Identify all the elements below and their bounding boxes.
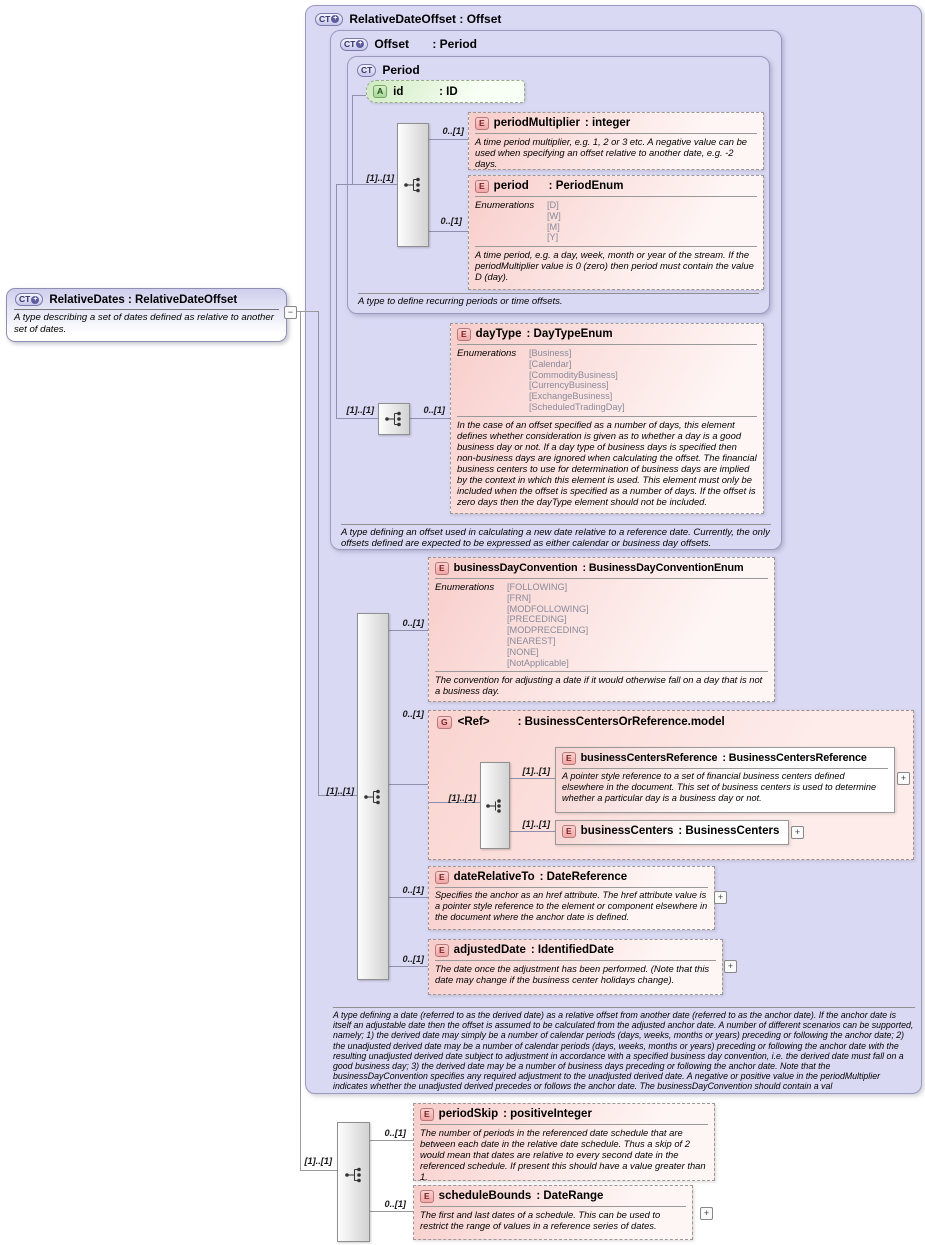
- expand-button[interactable]: +: [714, 891, 727, 904]
- element-type: : BusinessCenters: [678, 825, 780, 837]
- period-header: [348, 57, 769, 79]
- element-type: : IdentifiedDate: [530, 944, 614, 956]
- connector-line: [368, 1211, 413, 1212]
- attribute-id[interactable]: [366, 80, 525, 103]
- element-icon: E: [420, 1190, 434, 1203]
- enum-value: [NEAREST]: [507, 635, 556, 646]
- element-name: scheduleBounds: [438, 1190, 532, 1202]
- element-description: The number of periods in the referenced date schedule that are between each date in the relative date schedule. Thus a skip of 2 would mean that dates are relative to every second date in the referenced schedule. If present this should have a value greater than 1.: [420, 1127, 706, 1182]
- connector-line: [508, 778, 555, 779]
- connector-line: [387, 966, 428, 967]
- sequence-icon: [384, 410, 404, 428]
- connector-line: [352, 95, 353, 184]
- offset-header: [331, 31, 781, 53]
- enum-value: [Business]: [529, 348, 572, 358]
- offset-annotation: A type defining an offset used in calculating a new date relative to a reference date. Currently, the only offsets defined are expected to be expressed as either calendar or business day offsets.: [341, 524, 771, 550]
- enum-value: [Calendar]: [529, 358, 572, 369]
- element-name: periodSkip: [438, 1108, 499, 1120]
- sequence-icon: [363, 788, 383, 806]
- element-type: : BusinessDayConventionEnum: [582, 562, 744, 574]
- enum-value: [ScheduledTradingDay]: [529, 401, 625, 412]
- element-period[interactable]: [468, 175, 764, 290]
- enum-value: [NotApplicable]: [507, 657, 569, 668]
- sequence-compositor[interactable]: [397, 123, 429, 247]
- element-description: In the case of an offset specified as a number of days, this element defines whether consideration is given as to whether a day is a good business day or not. If a day type of business days is specified then non-business days are ignored when calculating the offset. The financial business centers to use for determination of business days are implied by the context in which this element is used. This element must only be included when the offset is specified as a number of days. If the offset is zero days then the dayType element should not be included.: [457, 418, 757, 507]
- complextype-RelativeDates[interactable]: [6, 288, 287, 342]
- element-description: The convention for adjusting a date if it would otherwise fall on a day that is not a business day.: [435, 674, 763, 697]
- plus-icon: +: [33, 295, 38, 303]
- sequence-icon: [344, 1166, 364, 1184]
- attribute-name: id: [393, 85, 404, 98]
- cardinality-label: [1]..[1]: [346, 405, 374, 415]
- element-icon: E: [475, 117, 489, 130]
- cardinality-label: 0..[1]: [384, 1199, 406, 1209]
- connector-line: [387, 897, 428, 898]
- enum-value: [MODFOLLOWING]: [507, 603, 589, 614]
- cardinality-label: 0..[1]: [402, 618, 424, 628]
- complextype-icon: [340, 38, 368, 51]
- root-header: [7, 289, 286, 308]
- enum-value: [ExchangeBusiness]: [529, 391, 613, 402]
- element-type: : DateReference: [539, 871, 628, 883]
- element-type: : BusinessCentersReference: [722, 752, 867, 764]
- connector-line: [387, 630, 428, 631]
- cardinality-label: 0..[1]: [440, 216, 462, 226]
- cardinality-label: [1]..[1]: [522, 766, 550, 776]
- ct-badge-label: CT: [319, 13, 331, 24]
- group-name: <Ref>: [457, 716, 490, 728]
- cardinality-label: 0..[1]: [402, 954, 424, 964]
- connector-line: [336, 418, 378, 419]
- cardinality-label: [1]..[1]: [304, 1156, 332, 1166]
- element-name: dayType: [475, 328, 522, 340]
- expand-button[interactable]: +: [700, 1207, 713, 1220]
- element-description: A time period, e.g. a day, week, month or year of the stream. If the periodMultiplier value is 0 (zero) then period must contain the value D (day).: [475, 249, 754, 283]
- cardinality-label: [1]..[1]: [522, 819, 550, 829]
- root-title: RelativeDates : RelativeDateOffset: [49, 293, 238, 306]
- element-businessCenters[interactable]: [555, 820, 789, 845]
- element-icon: E: [435, 562, 449, 575]
- attribute-type: : ID: [439, 85, 458, 98]
- element-icon: E: [457, 328, 471, 341]
- plus-icon: +: [358, 40, 363, 47]
- enumerations: [429, 579, 774, 670]
- enum-value: [M]: [547, 221, 560, 232]
- enum-value: [CurrencyBusiness]: [529, 380, 609, 391]
- offset-name: Offset: [374, 37, 410, 51]
- element-type: : integer: [584, 117, 631, 129]
- enum-value: [W]: [547, 210, 561, 221]
- element-businessDayConvention[interactable]: [428, 557, 775, 702]
- element-description: The first and last dates of a schedule. This can be used to restrict the range of values in a reference series of dates.: [420, 1209, 661, 1231]
- element-type: : DateRange: [536, 1190, 604, 1202]
- enum-value: [FRN]: [507, 592, 531, 603]
- cardinality-label: [1]..[1]: [326, 786, 354, 796]
- enum-value: [Y]: [547, 232, 559, 243]
- expand-button[interactable]: +: [791, 826, 804, 839]
- enumerations-label: Enumerations: [475, 200, 535, 211]
- sequence-icon: [403, 176, 423, 194]
- enum-value: [NONE]: [507, 646, 539, 657]
- element-icon: E: [562, 752, 576, 765]
- cardinality-label: [1]..[1]: [366, 173, 394, 183]
- period-name: Period: [382, 63, 420, 77]
- enum-value: [D]: [547, 200, 559, 210]
- element-type: : positiveInteger: [503, 1108, 592, 1120]
- cardinality-label: [1]..[1]: [448, 793, 476, 803]
- element-name: adjustedDate: [453, 944, 526, 956]
- cardinality-label: 0..[1]: [384, 1128, 406, 1138]
- expand-button[interactable]: +: [724, 960, 737, 973]
- element-icon: E: [435, 871, 449, 884]
- attribute-icon: A: [373, 85, 387, 98]
- expand-button[interactable]: +: [897, 772, 910, 785]
- cardinality-label: 0..[1]: [442, 126, 464, 136]
- connector-line: [336, 184, 397, 185]
- element-name: businessCentersReference: [580, 752, 718, 764]
- connector-line: [408, 418, 450, 419]
- connector-line: [427, 139, 468, 140]
- element-scheduleBounds[interactable]: [413, 1185, 693, 1240]
- connector-line: [318, 311, 319, 795]
- choice-compositor[interactable]: [480, 762, 510, 849]
- enumerations-label: Enumerations: [457, 348, 517, 359]
- cardinality-label: 0..[1]: [402, 709, 424, 719]
- period-annotation: A type to define recurring periods or time offsets.: [358, 293, 759, 307]
- plus-icon: +: [333, 15, 338, 22]
- offset-type: : Period: [432, 37, 478, 51]
- element-icon: E: [435, 944, 449, 957]
- connector-line: [387, 784, 428, 785]
- connector-line: [300, 311, 301, 1170]
- enumerations-label: Enumerations: [435, 582, 495, 593]
- cardinality-label: 0..[1]: [423, 405, 445, 415]
- enum-value: [CommodityBusiness]: [529, 369, 618, 380]
- cardinality-label: 0..[1]: [402, 885, 424, 895]
- element-description: Specifies the anchor as an href attribute. The href attribute value is a pointer style reference to the element or component elsewhere in the document where the anchor date is defined.: [435, 890, 708, 922]
- ct-badge-label: CT: [361, 64, 373, 75]
- enumerations: [451, 345, 763, 415]
- connector-line: [300, 1170, 337, 1171]
- sequence-compositor[interactable]: [378, 403, 410, 435]
- ct-badge-label: CT: [19, 294, 31, 304]
- complextype-annotation: A type defining a date (referred to as the derived date) as a relative offset from another date (referred to as the anchor date). If the anchor date is itself an adjustable date then the offset is assumed to be calculated from the adjusted anchor date. A number of different scenarios can be supported, namely; 1) the derived date may simply be a number of calendar periods (days, weeks, months or years) preceding or following the anchor date; 2) the unadjusted derived date may be a number of calendar periods (days, weeks, months or years) preceding or following the anchor date with the resulting unadjusted derived date subject to adjustment in accordance with a specified business day convention, i.e. the derived date must fall on a good business day; 3) the derived date may be a number of business days preceding or following the anchor date. Note that the businessDayConvention specifies any required adjustment to the unadjusted derived date. A negative or positive value in the periodMultiplier indicates whether the unadjusted derived precedes or follows the anchor date. The businessDayConvention should contain a val: [333, 1007, 915, 1092]
- element-type: : DayTypeEnum: [526, 328, 613, 340]
- enum-value: [MODPRECEDING]: [507, 625, 589, 636]
- ct-badge-label: CT: [344, 38, 356, 49]
- element-periodSkip[interactable]: [413, 1103, 715, 1181]
- group-type: : BusinessCentersOrReference.model: [517, 716, 725, 728]
- complextype-title: RelativeDateOffset : Offset: [349, 12, 502, 26]
- element-description: A pointer style reference to a set of financial business centers defined elsewhere in the document. This set of business centers is used to determine whether a particular day is a business day or not.: [562, 771, 877, 803]
- element-description: The date once the adjustment has been performed. (Note that this date may change if the business center holidays change).: [435, 963, 710, 985]
- element-adjustedDate[interactable]: [428, 939, 723, 995]
- element-name: businessCenters: [580, 825, 674, 837]
- connector-line: [352, 95, 366, 96]
- complextype-header: [306, 6, 921, 28]
- root-description: A type describing a set of dates defined as relative to another set of dates.: [14, 309, 279, 339]
- connector-line: [336, 184, 337, 418]
- element-dayType[interactable]: [450, 323, 764, 514]
- group-icon: G: [437, 716, 452, 729]
- choice-icon: [485, 797, 505, 815]
- element-icon: E: [475, 180, 489, 193]
- sequence-compositor[interactable]: [357, 613, 389, 980]
- element-name: businessDayConvention: [453, 562, 578, 574]
- element-businessCentersReference[interactable]: [555, 747, 895, 813]
- enum-value: [PRECEDING]: [507, 614, 567, 625]
- element-description: A time period multiplier, e.g. 1, 2 or 3 etc. A negative value can be used when specifying an offset relative to another date, e.g. -2 days.: [475, 136, 748, 169]
- element-name: dateRelativeTo: [453, 871, 535, 883]
- complextype-icon: [357, 64, 376, 77]
- element-icon: E: [420, 1108, 434, 1121]
- collapse-button[interactable]: −: [284, 306, 297, 319]
- element-name: period: [493, 180, 529, 192]
- connector-line: [508, 831, 555, 832]
- element-type: : PeriodEnum: [548, 180, 624, 192]
- connector-line: [368, 1140, 413, 1141]
- complextype-icon: [15, 293, 43, 306]
- element-dateRelativeTo[interactable]: [428, 866, 715, 930]
- element-name: periodMultiplier: [493, 117, 580, 129]
- complextype-icon: [315, 13, 343, 26]
- element-periodMultiplier[interactable]: [468, 112, 764, 170]
- connector-line: [427, 231, 468, 232]
- sequence-compositor[interactable]: [337, 1122, 370, 1242]
- enumerations: [469, 197, 763, 245]
- enum-value: [FOLLOWING]: [507, 582, 568, 592]
- element-icon: E: [562, 825, 576, 838]
